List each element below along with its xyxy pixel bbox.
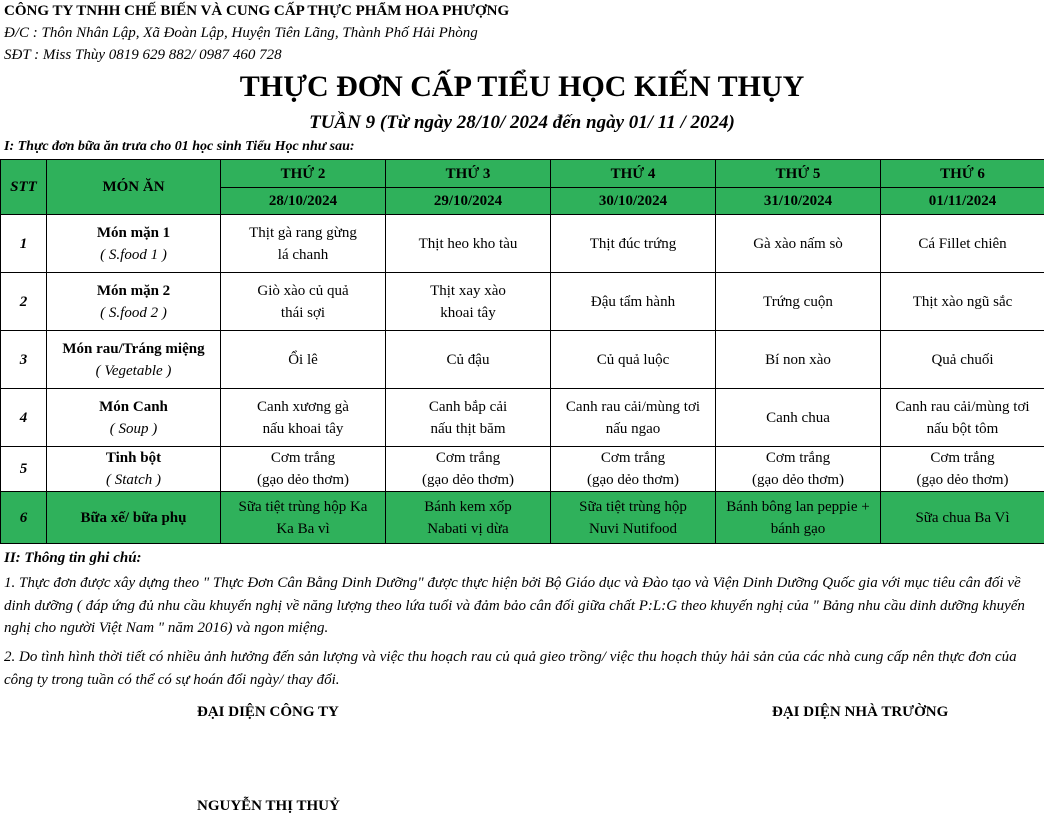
menu-line: Bánh kem xốp: [424, 498, 512, 515]
menu-line: Sữa chua Ba Vì: [915, 509, 1010, 526]
menu-line: Bí non xào: [765, 351, 831, 368]
menu-line: Cơm trắng: [765, 450, 831, 466]
menu-cell: [881, 389, 1044, 447]
dish-category-name: Bữa xế/ bữa phụ: [47, 492, 221, 544]
menu-line: (gạo dẻo thơm): [916, 472, 1009, 488]
dish-category: [47, 447, 221, 492]
menu-cell: [221, 447, 386, 492]
menu-line: nấu khoai tây: [262, 420, 344, 437]
menu-line: Cơm trắng: [270, 450, 336, 466]
menu-cell: [881, 331, 1044, 389]
menu-line: Canh xương gà: [257, 398, 349, 415]
table-header-row-days: [1, 160, 1044, 188]
menu-cell: [716, 331, 881, 389]
row-stt: 6: [1, 492, 47, 544]
menu-line: Bánh bông lan peppie +: [726, 498, 870, 515]
header-day-name: THỨ 4: [551, 160, 716, 188]
menu-line: thái sợi: [280, 304, 326, 321]
dish-category-sub: ( Statch ): [106, 472, 161, 488]
dish-category: [47, 273, 221, 331]
dish-category-sub: ( S.food 1 ): [100, 246, 167, 263]
menu-line: Ổi lê: [288, 351, 318, 368]
menu-cell: [386, 215, 551, 273]
menu-cell: [386, 447, 551, 492]
dish-category-name: Món rau/Tráng miệng: [62, 340, 205, 357]
document-title: THỰC ĐƠN CẤP TIỂU HỌC KIẾN THỤY: [239, 70, 805, 103]
row-stt: 1: [1, 215, 47, 273]
signature-school-title: ĐẠI DIỆN NHÀ TRƯỜNG: [772, 704, 949, 720]
menu-cell: [386, 492, 551, 544]
dish-category: [47, 389, 221, 447]
menu-line: nấu ngao: [605, 420, 661, 437]
header-day-name: THỨ 5: [716, 160, 881, 188]
menu-line: Thịt heo kho tàu: [418, 235, 518, 252]
menu-cell: [551, 215, 716, 273]
dish-category-name: Món mặn 1: [96, 224, 171, 241]
dish-category-sub: ( Vegetable ): [95, 362, 172, 379]
table-row: [1, 331, 1044, 389]
menu-line: bánh gạo: [770, 520, 826, 537]
section-1-heading: I: Thực đơn bữa ăn trưa cho 01 học sinh Tiểu Học như sau:: [4, 139, 355, 154]
menu-line: Thịt đúc trứng: [589, 235, 677, 252]
menu-line: Nabati vị dừa: [427, 520, 509, 537]
note-2: 2. Do tình hình thời tiết có nhiều ảnh hưởng đến sản lượng và việc thu hoạch rau củ quả gieo trồng/ việc thu hoạch thủy hải sản của các nhà cung cấp nên thực đơn của công ty trong tuần có thể có sự hoán đổi ngày/ thay đổi.: [4, 649, 1017, 688]
menu-line: Canh chua: [766, 409, 830, 426]
menu-line: Sữa tiệt trùng hộp: [579, 498, 687, 515]
menu-cell: [221, 389, 386, 447]
menu-cell: [551, 389, 716, 447]
row-stt: 2: [1, 273, 47, 331]
menu-cell: [716, 215, 881, 273]
menu-cell: [386, 331, 551, 389]
menu-line: khoai tây: [440, 304, 496, 321]
menu-line: Canh rau cải/mùng tơi: [565, 398, 701, 415]
company-address: Đ/C : Thôn Nhân Lập, Xã Đoàn Lập, Huyện Tiên Lãng, Thành Phố Hải Phòng: [4, 25, 478, 41]
menu-line: Sữa tiệt trùng hộp Ka: [238, 498, 368, 515]
dish-category: [47, 215, 221, 273]
row-stt: 3: [1, 331, 47, 389]
menu-line: Canh rau cải/mùng tơi: [895, 398, 1030, 415]
section-2-heading: II: Thông tin ghi chú:: [4, 550, 142, 566]
menu-line: (gạo dẻo thơm): [421, 472, 515, 488]
menu-cell: [221, 273, 386, 331]
menu-cell: [551, 273, 716, 331]
menu-table: [0, 159, 1044, 544]
table-row: [1, 447, 1044, 492]
header-day-date: 01/11/2024: [881, 188, 1044, 215]
menu-cell: [221, 492, 386, 544]
menu-line: Cơm trắng: [600, 450, 666, 466]
menu-line: Đậu tẩm hành: [590, 293, 676, 310]
menu-line: Củ đậu: [446, 351, 490, 368]
menu-line: Trứng cuộn: [763, 293, 833, 310]
menu-line: nấu thịt băm: [430, 420, 506, 437]
menu-line: Thịt xay xào: [430, 282, 506, 299]
header-day-date: 28/10/2024: [221, 188, 386, 215]
dish-category-name: Món mặn 2: [96, 282, 171, 299]
menu-line: Quả chuối: [931, 351, 994, 368]
menu-cell: [716, 447, 881, 492]
menu-line: lá chanh: [277, 246, 329, 263]
menu-line: Cơm trắng: [930, 450, 995, 466]
row-stt: 5: [1, 447, 47, 492]
menu-cell: [221, 331, 386, 389]
menu-cell: [551, 492, 716, 544]
menu-cell: [221, 215, 386, 273]
dish-category: [47, 331, 221, 389]
menu-line: Gà xào nấm sò: [753, 235, 843, 252]
table-row-snack: [1, 492, 1044, 544]
menu-cell: [881, 215, 1044, 273]
menu-line: Cơm trắng: [435, 450, 501, 466]
menu-cell: [881, 447, 1044, 492]
signature-company-title: ĐẠI DIỆN CÔNG TY: [197, 704, 339, 720]
table-row: [1, 389, 1044, 447]
menu-line: Canh bắp cải: [428, 398, 508, 415]
table-row: [1, 273, 1044, 331]
header-stt: STT: [1, 160, 47, 215]
menu-cell: [386, 273, 551, 331]
menu-cell: [386, 389, 551, 447]
menu-line: (gạo dẻo thơm): [751, 472, 845, 488]
header-day-date: 30/10/2024: [551, 188, 716, 215]
header-day-name: THỨ 2: [221, 160, 386, 188]
dish-category-sub: ( S.food 2 ): [100, 304, 167, 321]
menu-cell: [716, 492, 881, 544]
menu-cell: [716, 273, 881, 331]
table-row: [1, 215, 1044, 273]
menu-cell: [551, 331, 716, 389]
header-day-date: 31/10/2024: [716, 188, 881, 215]
header-dish: MÓN ĂN: [47, 160, 221, 215]
row-stt: 4: [1, 389, 47, 447]
menu-cell: [881, 492, 1044, 544]
note-1: 1. Thực đơn được xây dựng theo " Thực Đơn Cân Bằng Dinh Dưỡng" được thực hiện bởi Bộ Giáo dục và Đào tạo và Viện Dinh Dưỡng Quốc gia với mục tiêu cân đối về dinh dưỡng ( đáp ứng đủ nhu cầu khuyến nghị về năng lượng theo lứa tuổi và đảm bảo cân đối giữa chất P:L:G theo khuyến nghị của " Bảng nhu cầu dinh dưỡng khuyến nghị cho người Việt Nam " năm 2016) và ngon miệng.: [4, 575, 1025, 636]
menu-line: Thịt xào ngũ sắc: [912, 293, 1013, 310]
menu-line: Cá Fillet chiên: [918, 235, 1007, 252]
dish-category-sub: ( Soup ): [109, 420, 158, 437]
menu-line: nấu bột tôm: [926, 420, 999, 437]
company-phone: SĐT : Miss Thùy 0819 629 882/ 0987 460 728: [4, 47, 282, 63]
header-day-name: THỨ 3: [386, 160, 551, 188]
menu-line: Ka Ba vì: [276, 520, 330, 537]
menu-line: (gạo dẻo thơm): [586, 472, 680, 488]
menu-line: Thịt gà rang gừng: [249, 224, 357, 241]
menu-line: Củ quả luộc: [596, 351, 670, 368]
header-day-name: THỨ 6: [881, 160, 1044, 188]
menu-cell: [881, 273, 1044, 331]
dish-category-name: Món Canh: [99, 398, 168, 415]
menu-cell: [551, 447, 716, 492]
menu-line: Nuvi Nutifood: [589, 520, 677, 537]
menu-line: (gạo dẻo thơm): [256, 472, 350, 488]
menu-line: Giò xào củ quả: [257, 282, 349, 299]
document-subtitle: TUẦN 9 (Từ ngày 28/10/ 2024 đến ngày 01/ 11 / 2024): [309, 112, 735, 133]
dish-category-name: Tinh bột: [105, 450, 162, 466]
header-day-date: 29/10/2024: [386, 188, 551, 215]
company-name: CÔNG TY TNHH CHẾ BIẾN VÀ CUNG CẤP THỰC PHẨM HOA PHƯỢNG: [4, 3, 510, 19]
menu-cell: [716, 389, 881, 447]
signature-company-name: NGUYỄN THỊ THUỶ: [197, 798, 340, 814]
